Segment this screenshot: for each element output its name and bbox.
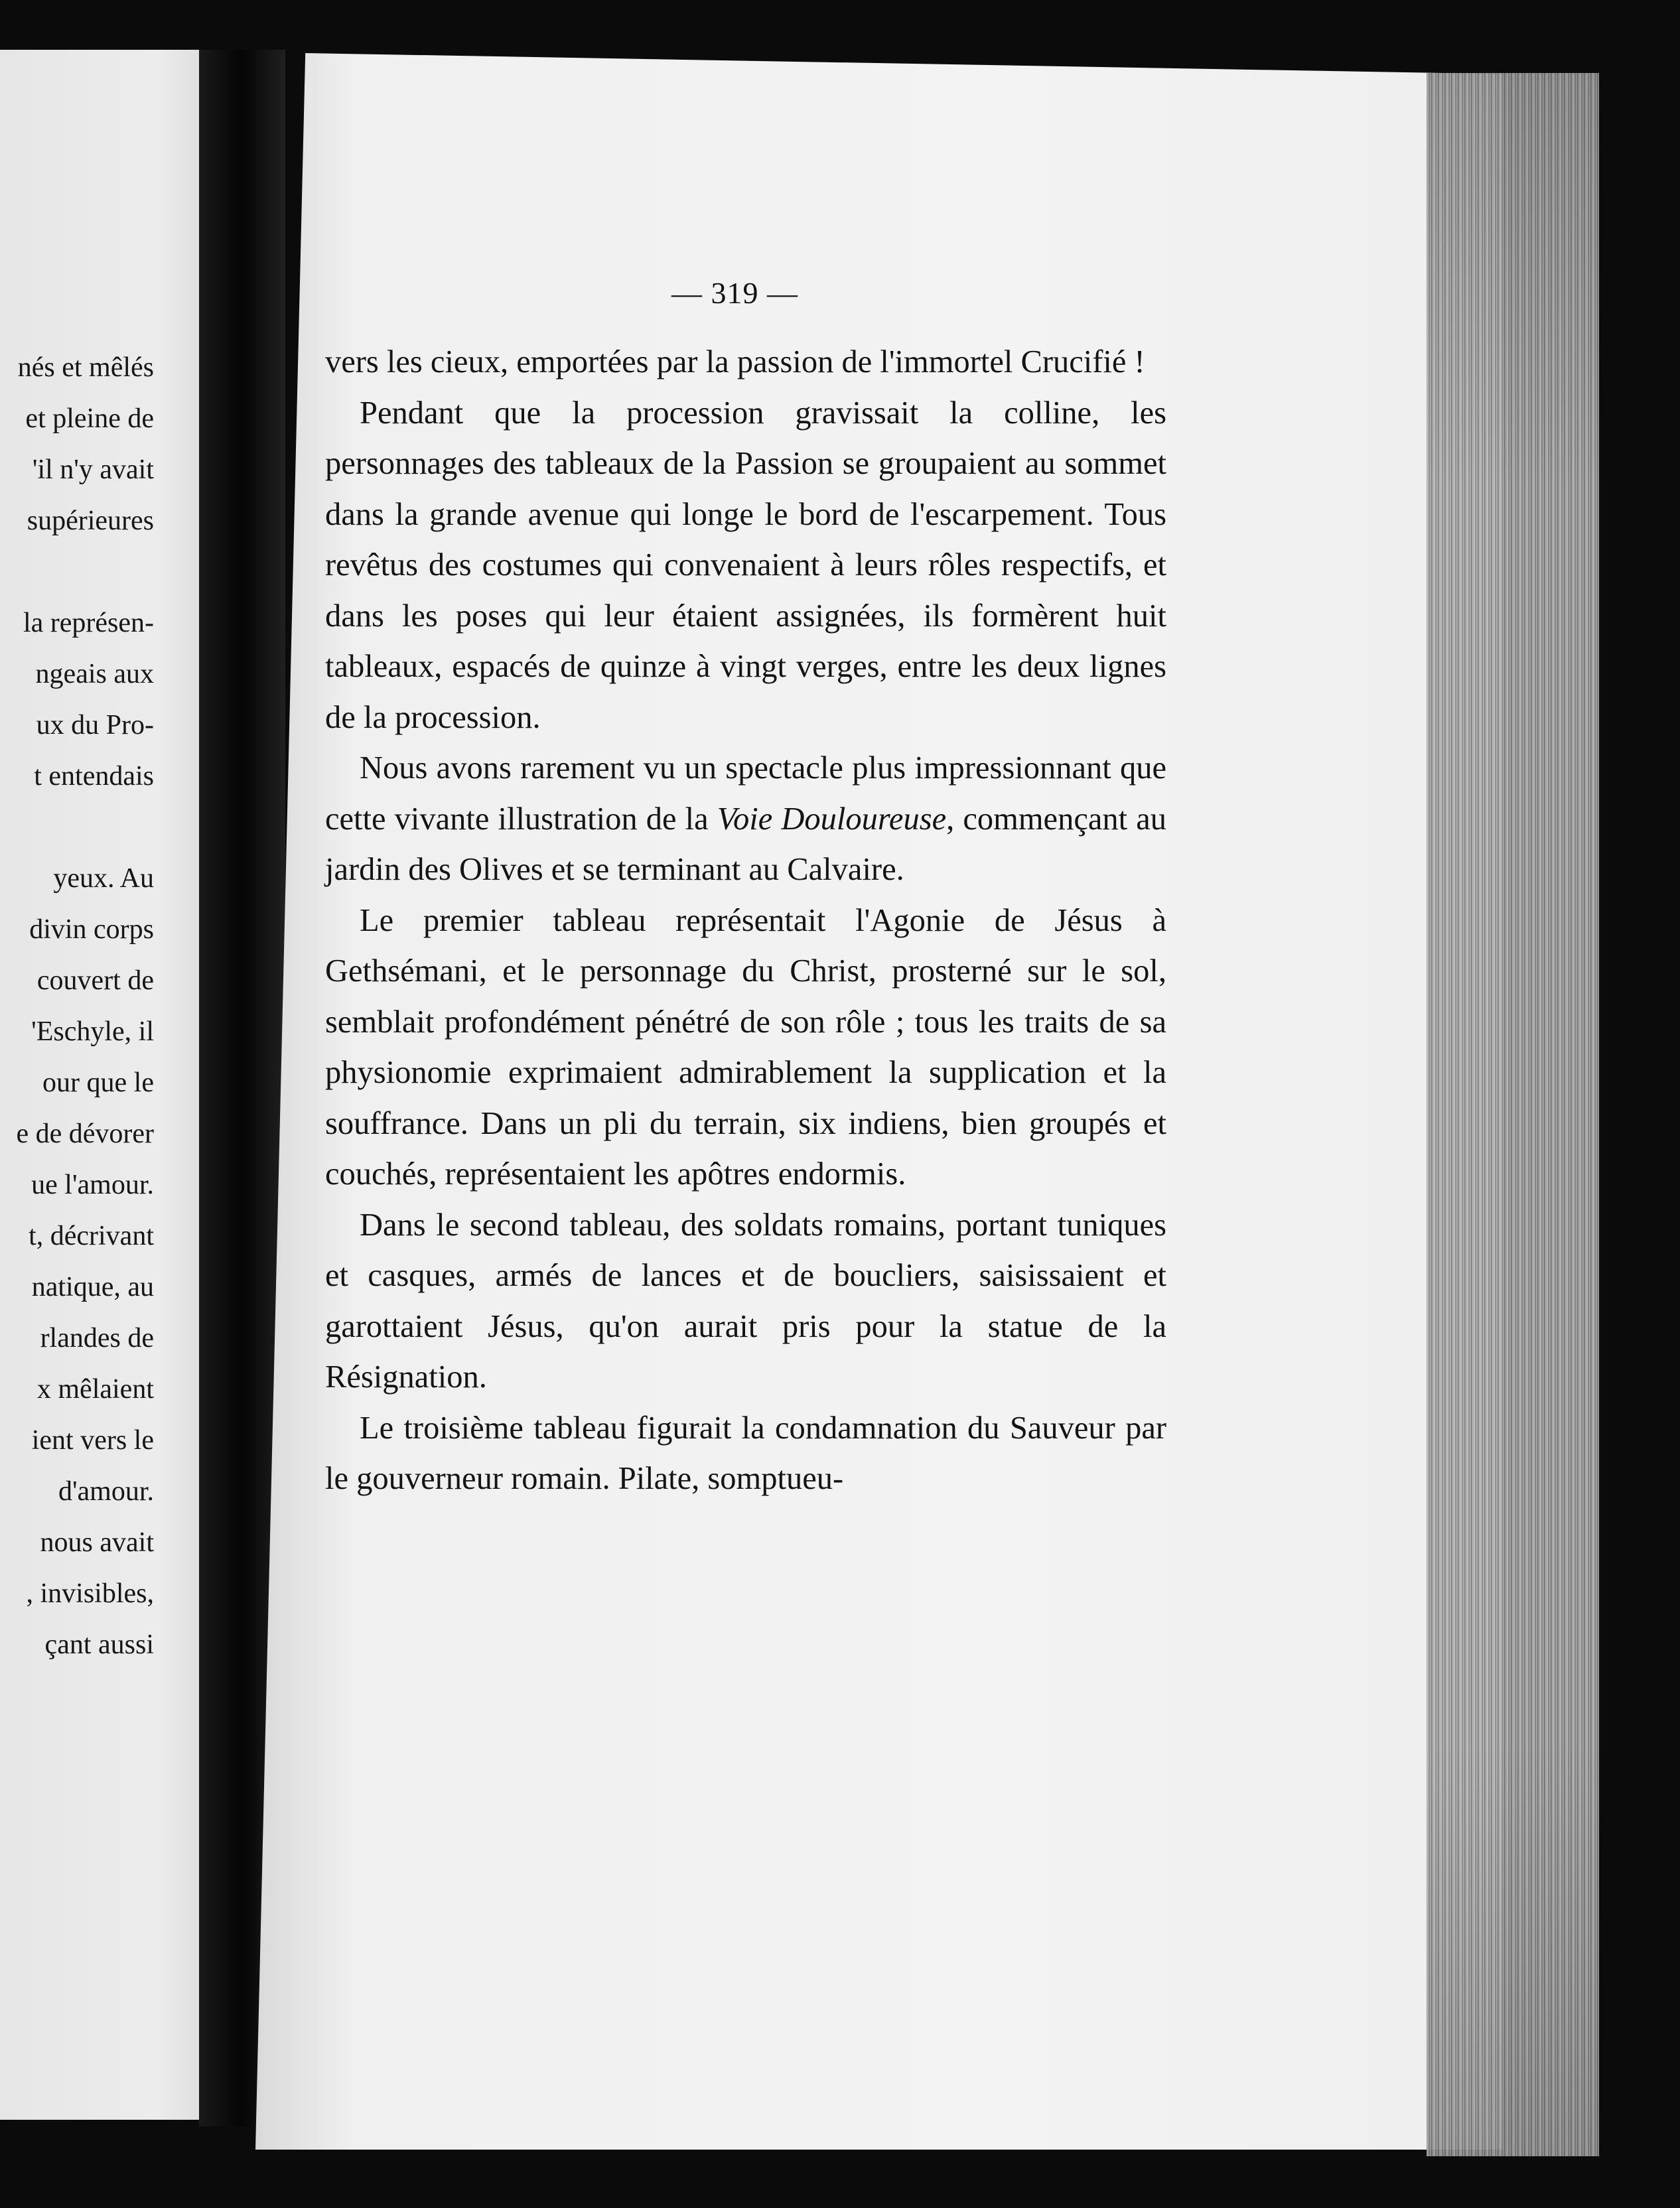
left-page-line: 'Eschyle, il [31, 1016, 154, 1047]
left-page-line: rlandes de [40, 1323, 154, 1353]
left-page-line: d'amour. [58, 1476, 154, 1507]
left-page-line: t entendais [34, 761, 154, 792]
left-page-line: nés et mêlés [17, 352, 154, 383]
left-page-line: our que le [42, 1068, 154, 1098]
left-page-line: natique, au [31, 1272, 154, 1302]
left-page-line: e de dévorer [16, 1119, 154, 1149]
paragraph-procession: Pendant que la procession gravissait la colline, les personnages des tableaux de la Passion se groupaient au sommet dans la grande avenue qui longe le bord de l'escarpement. Tous revêtus des costumes qui convenaient à leurs rôles respectifs, et dans les poses qui leur étaient assignées, ils formèrent huit tableaux, espacés de quinze à vingt verges, entre les deux lignes de la procession. [325, 395, 1166, 735]
left-page-line: nous avait [40, 1527, 154, 1558]
left-page-line: ient vers le [31, 1425, 154, 1456]
left-page-line: divin corps [29, 914, 154, 945]
left-page-line: 'il n'y avait [32, 454, 154, 485]
left-page-line: , invisibles, [26, 1578, 154, 1609]
left-page-line: et pleine de [25, 403, 154, 434]
body-text [325, 337, 1166, 1505]
page-number: — 319 — [671, 276, 798, 310]
paragraph-text: Nous avons rarement vu un spectacle plus impressionnant que cette vivante illustration de la [325, 750, 1166, 837]
left-page-line: supérieures [27, 506, 154, 536]
paragraph-second-tableau: Dans le second tableau, des soldats romains, portant tuniques et casques, armés de lances et de boucliers, saisissaient et garottaient Jésus, qu'on aurait pris pour la statue de la Résignation. [325, 1207, 1166, 1395]
paragraph-voie-douloureuse [325, 743, 1166, 896]
left-page-line: x mêlaient [36, 1374, 154, 1405]
left-page-line: çant aussi [44, 1629, 154, 1660]
left-page-line: yeux. Au [53, 863, 154, 894]
left-page-line: la représen- [23, 608, 154, 638]
paragraph-continuation: vers les cieux, emportées par la passion de l'immortel Crucifié ! [325, 344, 1145, 380]
paragraph-text: , commençant au jardin des Olives et se terminant au Calvaire. [325, 801, 1166, 887]
paragraph-third-tableau: Le troisième tableau figurait la condamnation du Sauveur par le gouverneur romain. Pilate, somptueu- [325, 1410, 1166, 1496]
paragraph-first-tableau: Le premier tableau représentait l'Agonie de Jésus à Gethsémani, et le personnage du Christ, prosterné sur le sol, semblait profondément pénétré de son rôle ; tous les traits de sa physionomie exprimaient admirablement la supplication et la souffrance. Dans un pli du terrain, six indiens, bien groupés et couchés, représentaient les apôtres endormis. [325, 902, 1166, 1192]
left-page-line: t, décrivant [29, 1221, 154, 1251]
page-edges [1427, 73, 1599, 2156]
left-page [0, 50, 226, 2120]
left-page-line: ux du Pro- [36, 710, 154, 740]
left-page-line: ngeais aux [35, 659, 154, 689]
left-page-line: couvert de [36, 965, 154, 996]
left-page-line: ue l'amour. [31, 1170, 154, 1200]
italic-title: Voie Douloureuse [717, 801, 947, 837]
